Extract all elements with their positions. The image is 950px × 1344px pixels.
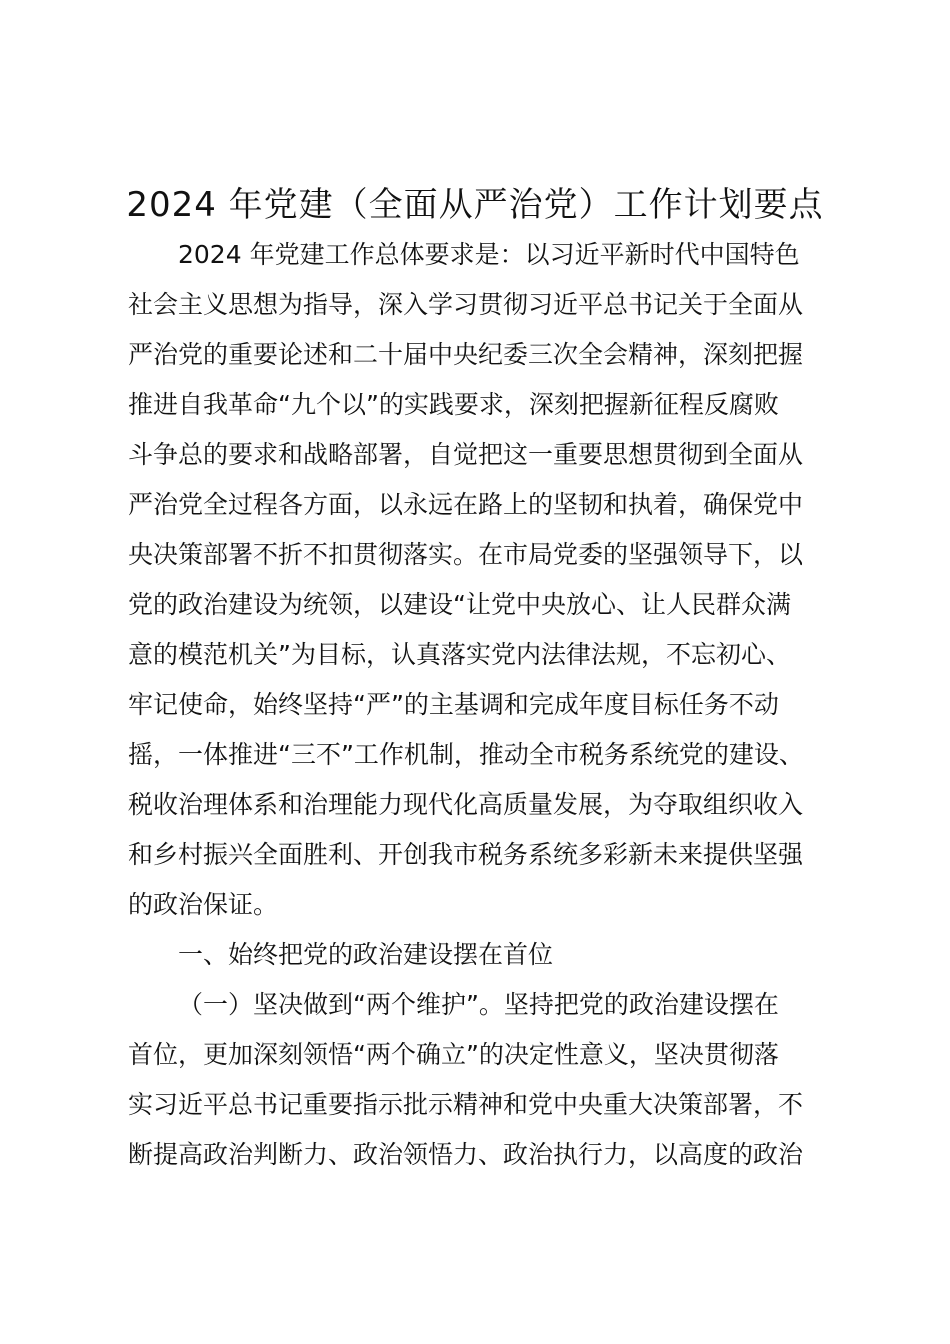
paragraph-line: 严治党全过程各方面，以永远在路上的坚韧和执着，确保党中 — [128, 490, 804, 519]
paragraph-line: （一）坚决做到“两个维护”。坚持把党的政治建设摆在 — [178, 990, 779, 1019]
section-heading: 一、始终把党的政治建设摆在首位 — [178, 940, 554, 969]
paragraph-line: 实习近平总书记重要指示批示精神和党中央重大决策部署，不 — [128, 1090, 804, 1119]
paragraph-line: 摇，一体推进“三不”工作机制，推动全市税务系统党的建设、 — [128, 740, 804, 769]
paragraph-line: 推进自我革命“九个以”的实践要求，深刻把握新征程反腐败 — [128, 390, 779, 419]
paragraph-line: 意的模范机关”为目标，认真落实党内法律法规，不忘初心、 — [128, 640, 791, 669]
paragraph-line: 2024 年党建工作总体要求是：以习近平新时代中国特色 — [178, 240, 800, 269]
paragraph-line: 社会主义思想为指导，深入学习贯彻习近平总书记关于全面从 — [128, 290, 804, 319]
paragraph-line: 党的政治建设为统领，以建设“让党中央放心、让人民群众满 — [128, 590, 791, 619]
paragraph-line: 首位，更加深刻领悟“两个确立”的决定性意义，坚决贯彻落 — [128, 1040, 779, 1069]
document-title: 2024 年党建（全面从严治党）工作计划要点 — [126, 185, 824, 225]
paragraph-line: 严治党的重要论述和二十届中央纪委三次全会精神，深刻把握 — [128, 340, 804, 369]
paragraph-line: 断提高政治判断力、政治领悟力、政治执行力，以高度的政治 — [128, 1140, 804, 1169]
paragraph-line: 的政治保证。 — [128, 890, 279, 919]
paragraph-line: 斗争总的要求和战略部署，自觉把这一重要思想贯彻到全面从 — [128, 440, 804, 469]
paragraph-line: 央决策部署不折不扣贯彻落实。在市局党委的坚强领导下，以 — [128, 540, 804, 569]
paragraph-line: 税收治理体系和治理能力现代化高质量发展，为夺取组织收入 — [128, 790, 804, 819]
paragraph-line: 牢记使命，始终坚持“严”的主基调和完成年度目标任务不动 — [128, 690, 779, 719]
paragraph-line: 和乡村振兴全面胜利、开创我市税务系统多彩新未来提供坚强 — [128, 840, 804, 869]
